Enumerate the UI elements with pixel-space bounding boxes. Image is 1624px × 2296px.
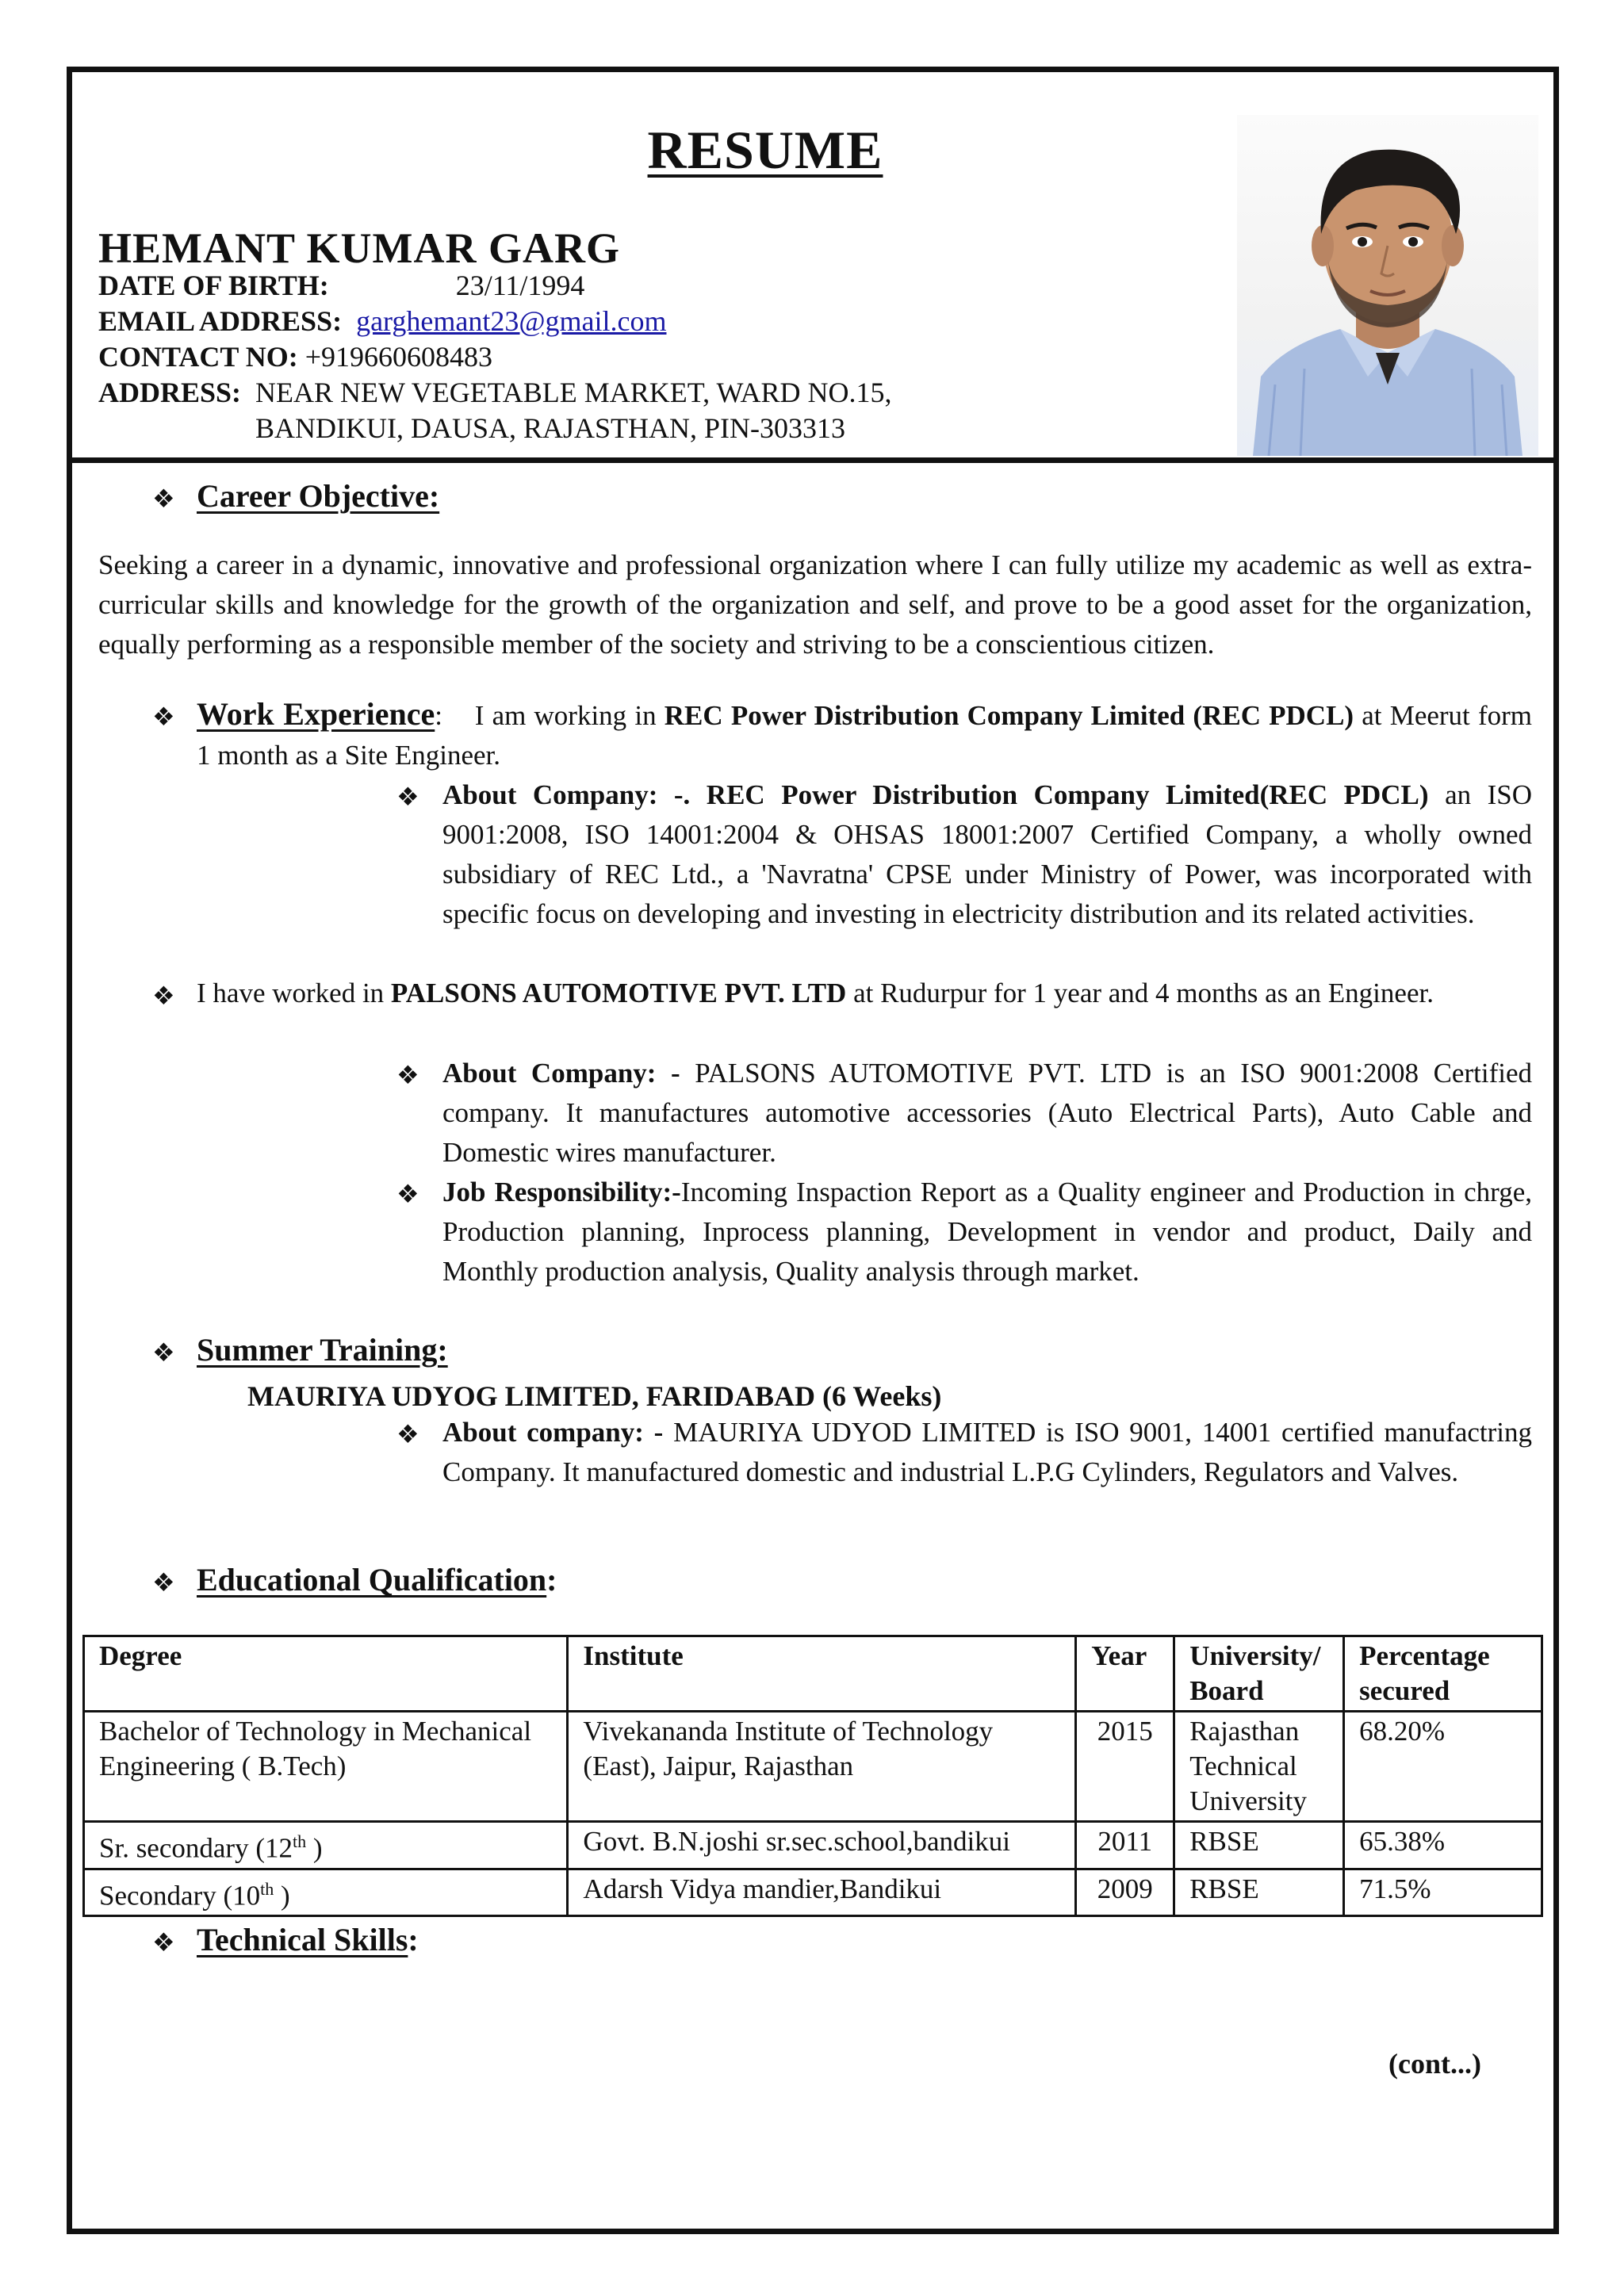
bullet-icon: ❖ [152,702,175,731]
about2-label: About Company: - [442,1058,680,1089]
job2-company: PALSONS AUTOMOTIVE PVT. LTD [390,978,847,1008]
cell-percentage: 71.5% [1344,1869,1542,1916]
contact-value: +919660608483 [304,341,492,373]
cell-university: Rajasthan Technical University [1174,1712,1344,1822]
cell-institute: Vivekananda Institute of Technology (East), Jaipur, Rajasthan [568,1712,1076,1822]
resp-label: Job Responsibility:- [442,1177,681,1207]
cell-degree [84,1869,568,1916]
address-line-1: NEAR NEW VEGETABLE MARKET, WARD NO.15, [255,377,892,408]
email-label: EMAIL ADDRESS: [98,305,343,337]
about1-text: an ISO 9001:2008, ISO 14001:2004 & OHSAS 18001:2007 Certified Company, a wholly owned subsidiary of REC Ltd., a 'Navratna' CPSE under Ministry of Power, was incorporated with specific focus on developing and investing in electricity distribution and its related activities. [442,779,1532,929]
cell-degree: Bachelor of Technology in Mechanical Engineering ( B.Tech) [84,1712,568,1822]
header-divider [67,457,1559,463]
bullet-icon: ❖ [396,783,419,811]
address-line-2: BANDIKUI, DAUSA, RAJASTHAN, PIN-303313 [255,412,846,444]
work-experience-heading: Work Experience [197,696,435,732]
education-colon: : [546,1562,557,1598]
bullet-icon: ❖ [152,982,175,1010]
continued-note: (cont...) [1388,2048,1481,2080]
cell-degree [84,1822,568,1869]
contact-label: CONTACT NO: [98,341,298,373]
bullet-icon: ❖ [152,1568,175,1597]
work-experience-job-1 [197,695,1532,775]
degree-end: ) [274,1880,290,1911]
cell-university: RBSE [1174,1822,1344,1869]
dob-value: 23/11/1994 [455,270,585,301]
degree-sup: th [260,1878,274,1899]
career-objective-heading: Career Objective: [197,478,440,514]
address-label: ADDRESS: [98,377,242,408]
bullet-icon: ❖ [152,484,175,513]
resp-text: Incoming Inspaction Report as a Quality engineer and Production in chrge, Production planning, Inprocess planning, Development in vendor and product, Daily and Monthly production analysis, Quality analysis through market. [442,1177,1532,1287]
cell-institute: Govt. B.N.joshi sr.sec.school,bandikui [568,1822,1076,1869]
about1-label: About Company: -. REC Power Distribution Company Limited(REC PDCL) [442,779,1429,810]
cell-university: RBSE [1174,1869,1344,1916]
skills-colon: : [408,1922,419,1957]
job2-pre: I have worked in [197,978,391,1008]
address-row [98,375,891,410]
degree-sup: th [292,1831,307,1851]
table-row [84,1822,1542,1869]
header-institute: Institute [568,1636,1076,1712]
cell-percentage: 65.38% [1344,1822,1542,1869]
email-row [98,304,666,339]
cell-year: 2011 [1076,1822,1174,1869]
cell-year: 2009 [1076,1869,1174,1916]
job2-post: at Rudurpur for 1 year and 4 months as an Engineer. [846,978,1434,1008]
education-heading: Educational Qualification [197,1562,547,1598]
job-responsibility [442,1173,1532,1292]
bullet-icon: ❖ [152,1928,175,1957]
table-header-row [84,1636,1542,1712]
candidate-name: HEMANT KUMAR GARG [98,224,620,272]
skills-heading-wrap [197,1921,419,1958]
table-row [84,1712,1542,1822]
bullet-icon: ❖ [396,1061,419,1089]
work-experience-colon: : [435,700,443,731]
work-experience-job-2 [197,974,1532,1013]
training-about-company [442,1413,1532,1492]
education-heading-wrap [197,1561,557,1598]
summer-training-heading: Summer Training: [197,1332,448,1368]
bullet-icon: ❖ [152,1338,175,1367]
portrait-illustration [1237,115,1538,456]
about2-text: PALSONS AUTOMOTIVE PVT. LTD is an ISO 9001:2008 Certified company. It manufactures automotive accessories (Auto Electrical Parts), Auto Cable and Domestic wires manufacturer. [442,1058,1532,1168]
cell-institute: Adarsh Vidya mandier,Bandikui [568,1869,1076,1916]
training-about-label: About company: - [442,1417,664,1448]
contact-row [98,339,492,374]
cell-year: 2015 [1076,1712,1174,1822]
training-company: MAURIYA UDYOG LIMITED, FARIDABAD (6 Weeks) [247,1380,942,1412]
header-university: University/ Board [1174,1636,1344,1712]
job1-company: REC Power Distribution Company Limited (REC PDCL) [664,700,1354,731]
header-degree: Degree [84,1636,568,1712]
about-company-palsons [442,1054,1532,1173]
resume-title: RESUME [647,120,883,180]
job1-post: at Meerut form 1 month as a Site Engineer. [197,700,1532,771]
bullet-icon: ❖ [396,1420,419,1448]
email-link[interactable]: garghemant23@gmail.com [356,305,667,337]
dob-label: DATE OF BIRTH: [98,270,329,301]
job1-pre: I am working in [474,700,665,731]
about-company-rec [442,775,1532,934]
header-percentage: Percentage secured [1344,1636,1542,1712]
technical-skills-heading: Technical Skills [197,1922,408,1957]
cell-percentage: 68.20% [1344,1712,1542,1822]
career-objective-text: Seeking a career in a dynamic, innovative and professional organization where I can fully utilize my academic as well as extra-curricular skills and knowledge for the growth of the organization and self, and prove to be a good asset for the organization, equally performing as a responsible member of the society and striving to be a conscientious citizen. [98,549,1532,660]
table-row [84,1869,1542,1916]
bullet-icon: ❖ [396,1180,419,1208]
degree-end: ) [306,1832,323,1864]
degree-main: Secondary (10 [99,1880,261,1911]
training-about-text: MAURIYA UDYOD LIMITED is ISO 9001, 14001 certified manufactring Company. It manufactured domestic and industrial L.P.G Cylinders, Regulators and Valves. [442,1417,1532,1487]
education-table [82,1635,1543,1917]
header-year: Year [1076,1636,1174,1712]
degree-main: Sr. secondary (12 [99,1832,293,1864]
dob-row [98,268,584,303]
profile-photo [1237,115,1538,456]
